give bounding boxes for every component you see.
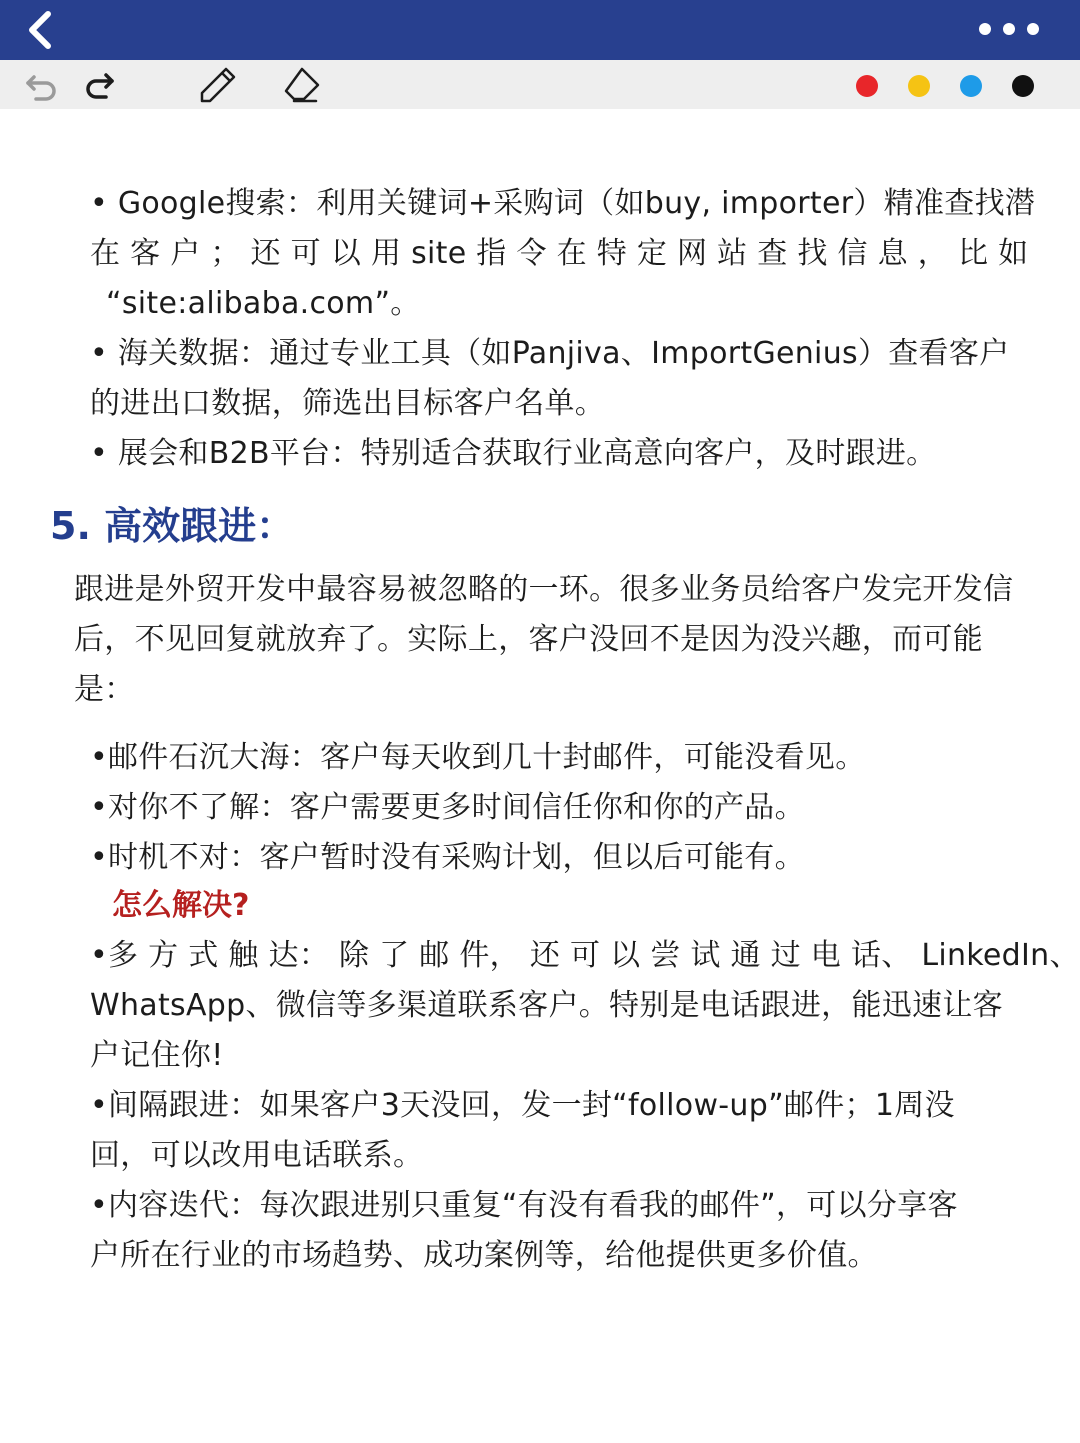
eraser-icon[interactable] [282,65,322,105]
color-swatch-black[interactable] [1012,75,1034,97]
drawing-toolbar [0,60,1080,109]
reason-item: •对你不了解：客户需要更多时间信任你和你的产品。 [90,790,805,825]
text-line: • Google搜索：利用关键词+采购词（如buy, importer）精准查找潜 [90,186,1036,221]
reason-item: •时机不对：客户暂时没有采购计划，但以后可能有。 [90,840,805,875]
solution-line: 户所在行业的市场趋势、成功案例等，给他提供更多价值。 [90,1238,878,1273]
intro-line: 后，不见回复就放弃了。实际上，客户没回不是因为没兴趣，而可能 [74,622,983,657]
color-swatch-yellow[interactable] [908,75,930,97]
text-line: 的进出口数据，筛选出目标客户名单。 [90,386,606,421]
top-bar [0,0,1080,60]
solution-line: 回，可以改用电话联系。 [90,1138,424,1173]
more-horizontal-icon[interactable] [974,14,1044,44]
color-swatch-red[interactable] [856,75,878,97]
color-swatch-blue[interactable] [960,75,982,97]
chevron-left-icon[interactable] [18,8,62,52]
subheading: 怎么解决? [112,888,250,923]
redo-icon[interactable] [80,65,120,105]
solution-line: WhatsApp、微信等多渠道联系客户。特别是电话跟进，能迅速让客 [90,988,1003,1023]
solution-line: •内容迭代：每次跟进别只重复“有没有看我的邮件”，可以分享客 [90,1188,958,1223]
pencil-icon[interactable] [198,65,238,105]
solution-line: •多 方 式 触 达： 除 了 邮 件， 还 可 以 尝 试 通 过 电 话、 LinkedIn、 [90,938,1080,973]
solution-line: •间隔跟进：如果客户3天没回，发一封“follow-up”邮件；1周没 [90,1088,955,1123]
text-line: “site:alibaba.com”。 [106,286,421,321]
intro-line: 是： [74,672,135,707]
section-heading: 5. 高效跟进： [50,504,295,548]
undo-icon[interactable] [22,65,62,105]
reason-item: •邮件石沉大海：客户每天收到几十封邮件，可能没看见。 [90,740,866,775]
solution-line: 户记住你! [90,1038,224,1073]
text-line: • 展会和B2B平台：特别适合获取行业高意向客户，及时跟进。 [90,436,937,471]
text-line: 在 客 户 ； 还 可 以 用 site 指 令 在 特 定 网 站 查 找 信 息 ， 比 如 [90,236,1029,271]
intro-line: 跟进是外贸开发中最容易被忽略的一环。很多业务员给客户发完开发信 [74,572,1014,607]
text-line: • 海关数据：通过专业工具（如Panjiva、ImportGenius）查看客户 [90,336,1010,371]
